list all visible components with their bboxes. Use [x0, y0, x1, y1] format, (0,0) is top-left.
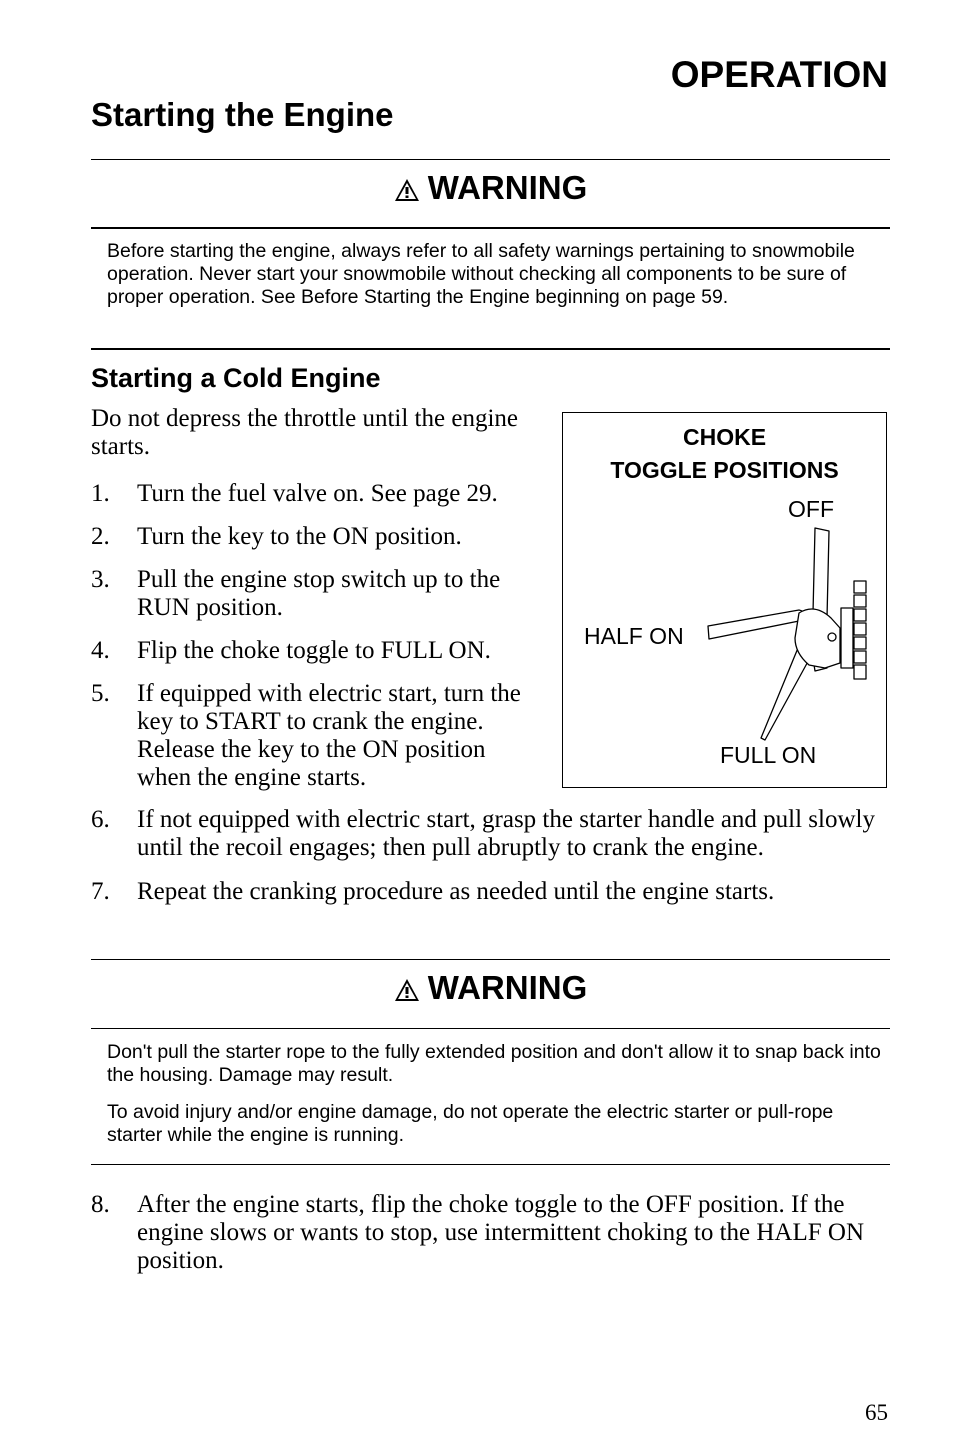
chapter-title: OPERATION	[670, 54, 888, 95]
knob-rib	[854, 581, 866, 593]
knob-rib	[854, 665, 866, 679]
knob-rib	[854, 651, 866, 663]
step-text: After the engine starts, flip the choke toggle to the OFF position. If the engine slows or wants to stop, use intermittent choking to the HALF ON position.	[137, 1191, 865, 1274]
list-item	[91, 680, 541, 792]
figure-title-line1: CHOKE	[682, 424, 767, 450]
label-off: OFF	[788, 496, 834, 522]
step-text: Turn the key to the ON position.	[137, 523, 462, 550]
knob-body	[841, 608, 853, 668]
step-number: 3.	[91, 566, 110, 593]
step-number: 6.	[91, 806, 110, 833]
subsection-title: Starting a Cold Engine	[91, 363, 381, 393]
step-number: 8.	[91, 1191, 110, 1218]
divider	[91, 348, 890, 350]
step-number: 1.	[91, 480, 110, 507]
warning-heading	[91, 168, 890, 208]
divider	[91, 227, 890, 229]
warning-heading	[91, 968, 890, 1008]
warning-triangle-icon	[394, 178, 420, 202]
list-item	[91, 878, 891, 906]
divider	[91, 959, 890, 960]
section-title: Starting the Engine	[91, 96, 394, 133]
choke-toggle-drawing	[563, 413, 886, 787]
warning-text: Don't pull the starter rope to the fully extended position and don't allow it to snap back into the housing. Damage may result.	[107, 1041, 881, 1086]
knob-rib	[854, 595, 866, 607]
list-item	[91, 1191, 891, 1275]
knob-rib	[854, 609, 866, 621]
warning-heading-text: WARNING	[427, 169, 588, 206]
divider	[91, 1164, 890, 1165]
step-number: 2.	[91, 523, 110, 550]
step-text: Repeat the cranking procedure as needed until the engine starts.	[137, 878, 775, 905]
label-half-on: HALF ON	[584, 623, 684, 649]
warning-heading-text: WARNING	[427, 969, 588, 1006]
knob-rib	[854, 623, 866, 635]
list-item	[91, 523, 541, 551]
step-text: If not equipped with electric start, grasp the starter handle and pull slowly until the recoil engages; then pull abruptly to crank the engine.	[137, 806, 875, 861]
list-item	[91, 480, 541, 508]
warning-triangle-icon	[394, 978, 420, 1002]
divider	[91, 1028, 890, 1029]
choke-toggle-figure	[562, 412, 887, 788]
steps-list-bottom	[91, 1191, 891, 1275]
list-item	[91, 806, 891, 862]
step-number: 7.	[91, 878, 110, 905]
step-text: Pull the engine stop switch up to the RUN position.	[137, 566, 501, 621]
figure-title-line2: TOGGLE POSITIONS	[610, 457, 839, 483]
page-number: 65	[865, 1400, 888, 1425]
divider	[91, 159, 890, 160]
intro-text: Do not depress the throttle until the engine starts.	[91, 405, 518, 460]
list-item	[91, 566, 541, 622]
warning-text: Before starting the engine, always refer to all safety warnings pertaining to snowmobile operation. Never start your snowmobile without checking all components to be sure of proper operation. See Before Starting the Engine beginning on page 59.	[107, 240, 855, 308]
step-text: If equipped with electric start, turn the key to START to crank the engine. Release the key to the ON position when the engine starts.	[137, 680, 521, 791]
step-number: 5.	[91, 680, 110, 707]
knob-rib	[854, 637, 866, 649]
toggle-lever-full	[761, 648, 811, 740]
step-text: Turn the fuel valve on. See page 29.	[137, 480, 498, 507]
toggle-lever-half	[708, 610, 809, 639]
step-number: 4.	[91, 637, 110, 664]
steps-list-middle	[91, 806, 891, 906]
label-full-on: FULL ON	[720, 742, 817, 768]
list-item	[91, 637, 541, 665]
steps-list-top	[91, 480, 541, 792]
warning-text: To avoid injury and/or engine damage, do not operate the electric starter or pull-rope starter while the engine is running.	[107, 1101, 834, 1146]
step-text: Flip the choke toggle to FULL ON.	[137, 637, 491, 664]
pivot-pin	[828, 633, 836, 641]
